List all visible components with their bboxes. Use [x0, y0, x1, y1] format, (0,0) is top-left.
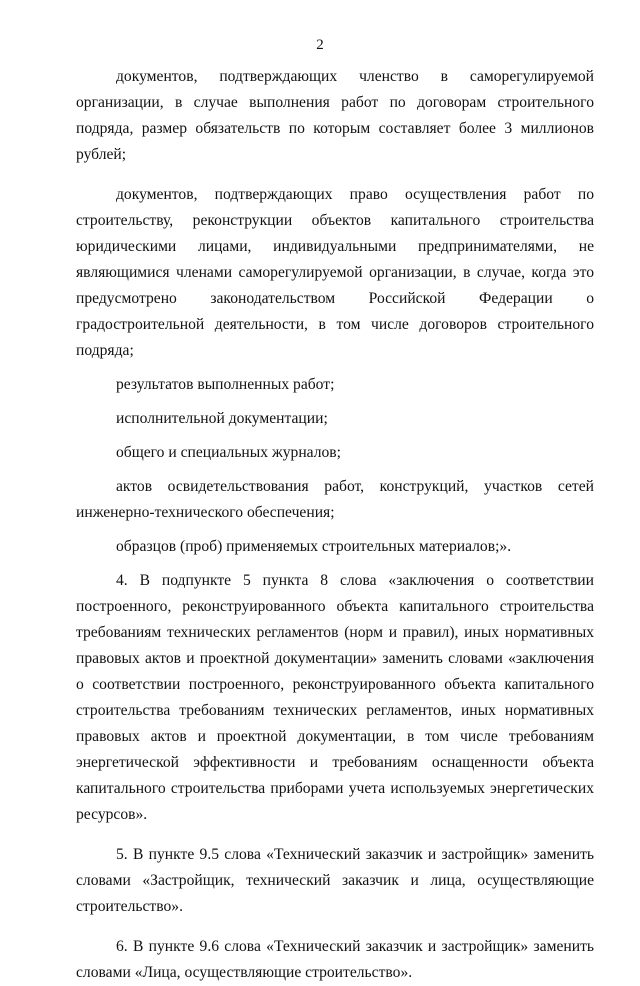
paragraph-inspection-acts: актов освидетельствования работ, конструкций, участков сетей инженерно-технического обеспечения; [76, 478, 594, 521]
document-body [76, 64, 594, 986]
paragraph-item-5: 5. В пункте 9.5 слова «Технический заказчик и застройщик» заменить словами «Застройщик, технический заказчик и лица, осуществляющие строительство». [76, 846, 594, 915]
paragraph-executive-documentation: исполнительной документации; [116, 410, 328, 427]
paragraph-material-samples: образцов (проб) применяемых строительных материалов;». [116, 538, 512, 555]
paragraph-rights-documents: документов, подтверждающих право осуществления работ по строительству, реконструкции объектов капитального строительства юридическими лицами, индивидуальными предпринимателями, не являющимися членами саморегулируемой организации, в случае, когда это предусмотрено законодательством Российской Федерации о градостроительной деятельности, в том числе договоров строительного подряда; [76, 186, 594, 359]
paragraph-work-results: результатов выполненных работ; [116, 376, 335, 393]
paragraph-item-4: 4. В подпункте 5 пункта 8 слова «заключения о соответствии построенного, реконструированного объекта капитального строительства требованиям технических регламентов (норм и правил), иных нормативных правовых актов и проектной документации» заменить словами «заключения о соответствии построенного, реконструированного объекта капитального строительства требованиям технических регламентов, иных нормативных правовых актов и проектной документации, в том числе требованиям энергетической эффективности и требованиям оснащенности объекта капитального строительства приборами учета используемых энергетических ресурсов». [76, 572, 594, 823]
paragraph-journals: общего и специальных журналов; [116, 444, 341, 461]
page-number: 2 [316, 37, 324, 53]
paragraph-membership-documents: документов, подтверждающих членство в саморегулируемой организации, в случае выполнения работ по договорам строительного подряда, размер обязательств по которым составляет более 3 миллионов рублей; [76, 68, 594, 163]
paragraph-item-6: 6. В пункте 9.6 слова «Технический заказчик и застройщик» заменить словами «Лица, осуществляющие строительство». [76, 938, 594, 981]
